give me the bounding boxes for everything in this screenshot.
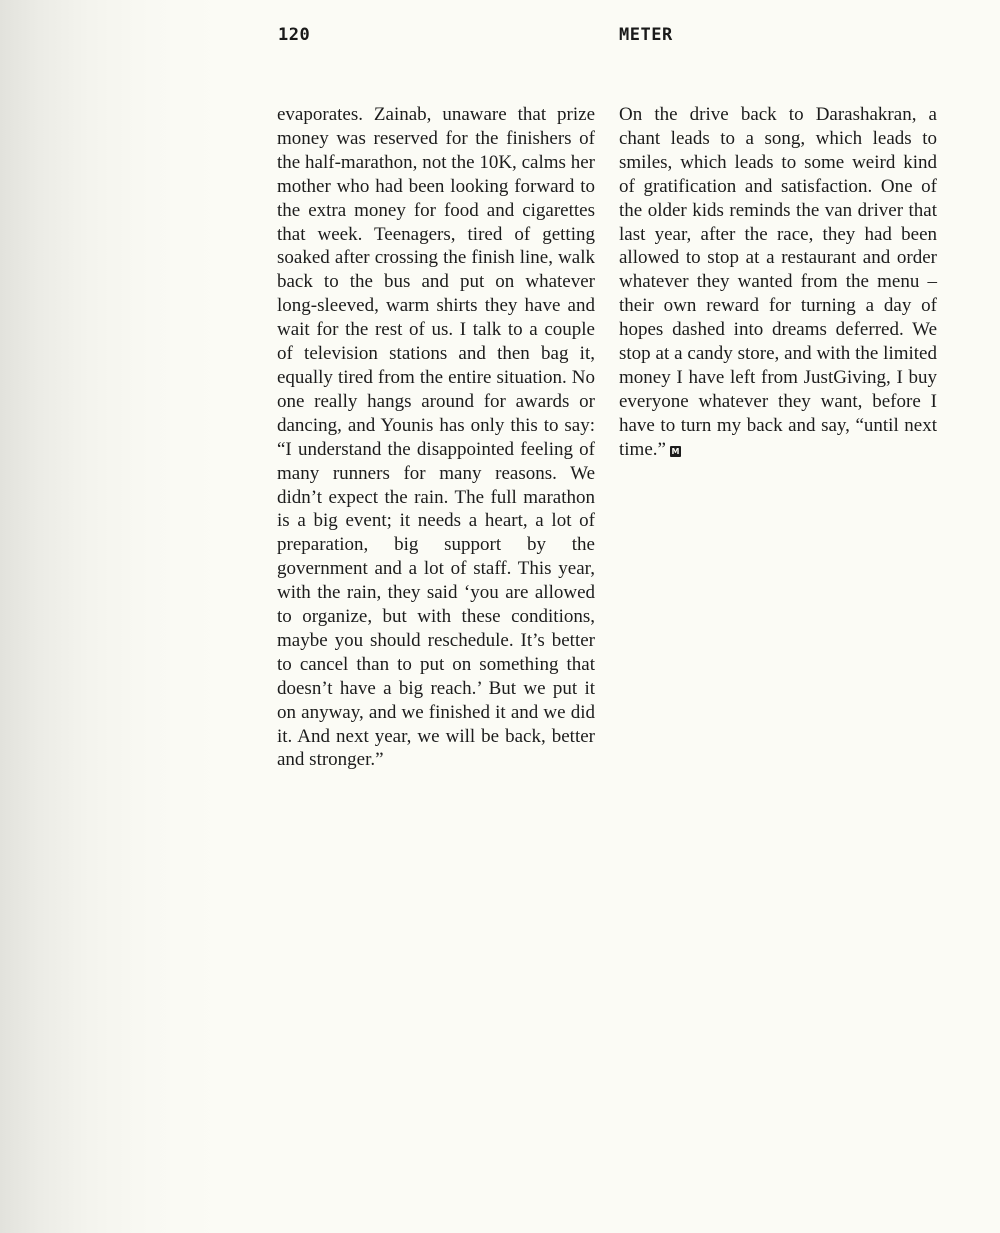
article-column-right <box>619 103 937 462</box>
article-column-left <box>277 103 595 772</box>
article-paragraph: evaporates. Zainab, unaware that prize money was reserved for the finishers of the half-marathon, not the 10K, calms her mother who had been looking forward to the extra money for food and cigarettes that week. Teenagers, tired of getting soaked after crossing the finish line, walk back to the bus and put on whatever long-sleeved, warm shirts they have and wait for the rest of us. I talk to a couple of television stations and then bag it, equally tired from the entire situation. No one really hangs around for awards or dancing, and Younis has only this to say: “I understand the disappointed feeling of many runners for many reasons. We didn’t expect the rain. The full marathon is a big event; it needs a heart, a lot of preparation, big support by the government and a lot of staff. This year, with the rain, they said ‘you are allowed to organize, but with these conditions, maybe you should reschedule. It’s better to cancel than to put on something that doesn’t have a big reach.’ But we put it on anyway, and we finished it and we did it. And next year, we will be back, better and stronger.” <box>277 104 595 771</box>
page-number: 120 <box>278 25 311 45</box>
article-paragraph-final <box>619 103 937 462</box>
end-mark-icon: M <box>671 446 680 456</box>
article-paragraph-text: On the drive back to Darashakran, a chant leads to a song, which leads to smiles, which leads to some weird kind of gratification and satisfaction. One of the older kids reminds the van driver that last year, after the race, they had been allowed to stop at a restaurant and order whatever they wanted from the menu – their own reward for turning a day of hopes dashed into dreams deferred. We stop at a candy store, and with the limited money I have left from JustGiving, I buy everyone whatever they want, before I have to turn my back and say, “until next time.” <box>619 104 937 460</box>
running-title: METER <box>619 25 673 45</box>
